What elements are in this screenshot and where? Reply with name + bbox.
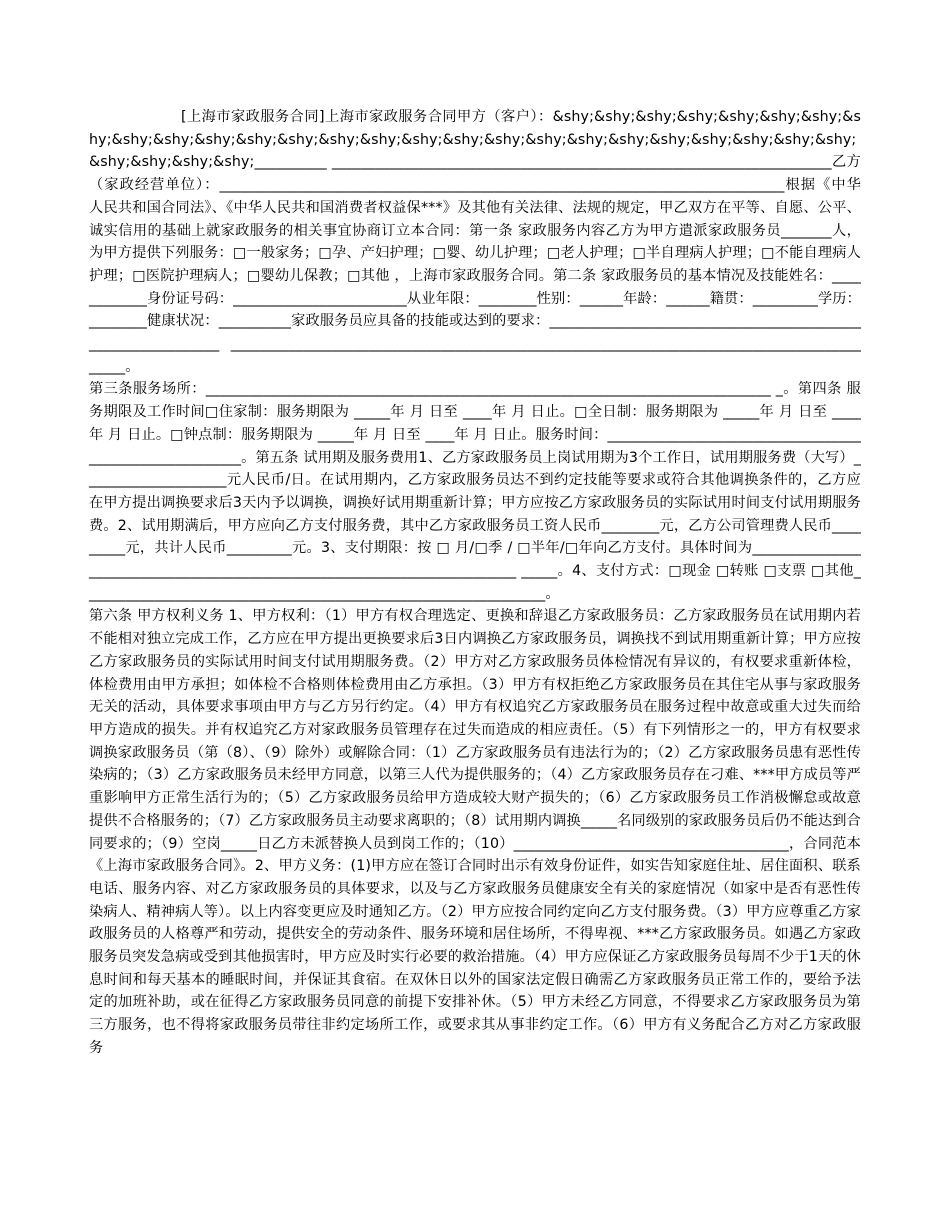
document-title [89,106,861,378]
document-title-text: [上海市家政服务合同]上海市家政服务合同甲方（客户）： [181,109,553,125]
paragraph-2: 第三条服务场所：______________________________________________________________________________ _。第四条 服务期限及工作时间□住家制：服务期限为 _____年 月 日至 ____年 月 日止。□全日制：服务期限为 _____年 月 日至 ____年 月 日止。□钟点制：服务期限为 _____年 月 日至 ____年 月 日止。服务时间：________________________________________________________。第五条 试用期及服务费用1、乙方家政服务员上岗试用期为3个工作日，试用期服务费（大写）____________________元人民币/日。在试用期内，乙方家政服务员达不到约定技能等要求或符合其他调换条件的，乙方应在甲方提出调换要求后3天内予以调换，调换好试用期重新计算；甲方应按乙方家政服务员的实际试用时间支付试用期服务费。2、试用期满后，甲方应向乙方支付服务费，其中乙方家政服务员工资人民币________元，乙方公司管理费人民币_________元，共计人民币_________元。3、支付期限：按 □ 月/□季 / □半年/□年向乙方支付。具体时间为__________________________________________________________________________ _____。4、支付方式：□现金 □转账 □支票 □其他________________________________________________________________。 [89,381,861,602]
paragraph-1: &shy;&shy;&shy;&shy;&shy;&shy;&shy;&shy;&shy;&shy;&shy;&shy;&shy;&shy;&shy;&shy;&shy;&shy;&shy;&shy;&shy;&shy;&shy;&shy;&shy;&shy;&shy;&shy;&shy;&shy;__________ _____________________________________________________________________乙方（家政经营单位）：______________________________________________________________________________根据《中华人民共和国合同法》、《中华人民共和国消费者权益保***》及其他有关法律、法规的规定，甲乙双方在平等、自愿、公平、诚实信用的基础上就家政服务的相关事宜协商订立本合同：第一条 家政服务内容乙方为甲方遣派家政服务员_______人，为甲方提供下列服务：□一般家务；□孕、产妇护理；□婴、幼儿护理；□老人护理；□半自理病人护理；□不能自理病人护理；□医院护理病人；□婴幼儿保教；□其他 ，上海市家政服务合同。第二条 家政服务员的基本情况及技能姓名：____________身份证号码：________________________从业年限：________性别：______年龄：______籍贯：_________学历：________健康状况：__________家政服务员应具备的技能或达到的要求：_____________________________________________________________ ____________________________________________________________________________________________。 [89,109,861,375]
paragraph-3: 第六条 甲方权利义务 1、甲方权利：（1）甲方有权合理选定、更换和辞退乙方家政服务员：乙方家政服务员在试用期内若不能相对独立完成工作，乙方应在甲方提出更换要求后3日内调换乙方家政服务员，调换找不到试用期重新计算；甲方应按乙方家政服务员的实际试用时间支付试用期服务费。（2）甲方对乙方家政服务员体检情况有异议的，有权要求重新体检，体检费用由甲方承担；如体检不合格则体检费用由乙方承担。（3）甲方有权拒绝乙方家政服务员在其住宅从事与家政服务无关的活动，具体要求事项由甲方与乙方另行约定。（4）甲方有权追究乙方家政服务员在服务过程中故意或重大过失而给甲方造成的损失。并有权追究乙方对家政服务员管理存在过失而造成的相应责任。（5）有下列情形之一的，甲方有权要求调换家政服务员（第（8）、（9）除外）或解除合同：（1）乙方家政服务员有违法行为的；（2）乙方家政服务员患有恶性传染病的；（3）乙方家政服务员未经甲方同意，以第三人代为提供服务的；（4）乙方家政服务员存在刁难、***甲方成员等严重影响甲方正常生活行为的；（5）乙方家政服务员给甲方造成较大财产损失的；（6）乙方家政服务员工作消极懈怠或故意提供不合格服务的；（7）乙方家政服务员主动要求离职的；（8）试用期内调换_____名同级别的家政服务员后仍不能达到合同要求的；（9）空岗_____日乙方未派替换人员到岗工作的；（10）______________________________________，合同范本《上海市家政服务合同》。2、甲方义务：(1)甲方应在签订合同时出示有效身份证件，如实告知家庭住址、居住面积、联系电话、服务内容、对乙方家政服务员的具体要求，以及与乙方家政服务员健康安全有关的家庭情况（如家中是否有恶性传染病人、精神病人等）。以上内容变更应及时通知乙方。（2）甲方应按合同约定向乙方支付服务费。（3）甲方应尊重乙方家政服务员的人格尊严和劳动，提供安全的劳动条件、服务环境和居住场所，不得卑视、***乙方家政服务员。如遇乙方家政服务员突发急病或受到其他损害时，甲方应及时实行必要的救治措施。（4）甲方应保证乙方家政服务员每周不少于1天的休息时间和每天基本的睡眠时间，并保证其食宿。在双休日以外的国家法定假日确需乙方家政服务员正常工作的，要给予法定的加班补助，或在征得乙方家政服务员同意的前提下安排补休。（5）甲方未经乙方同意，不得要求乙方家政服务员为第三方服务，也不得将家政服务员带往非约定场所工作，或要求其从事非约定工作。（6）甲方有义务配合乙方对乙方家政服务 [89,608,861,1056]
document-body [89,106,861,1060]
